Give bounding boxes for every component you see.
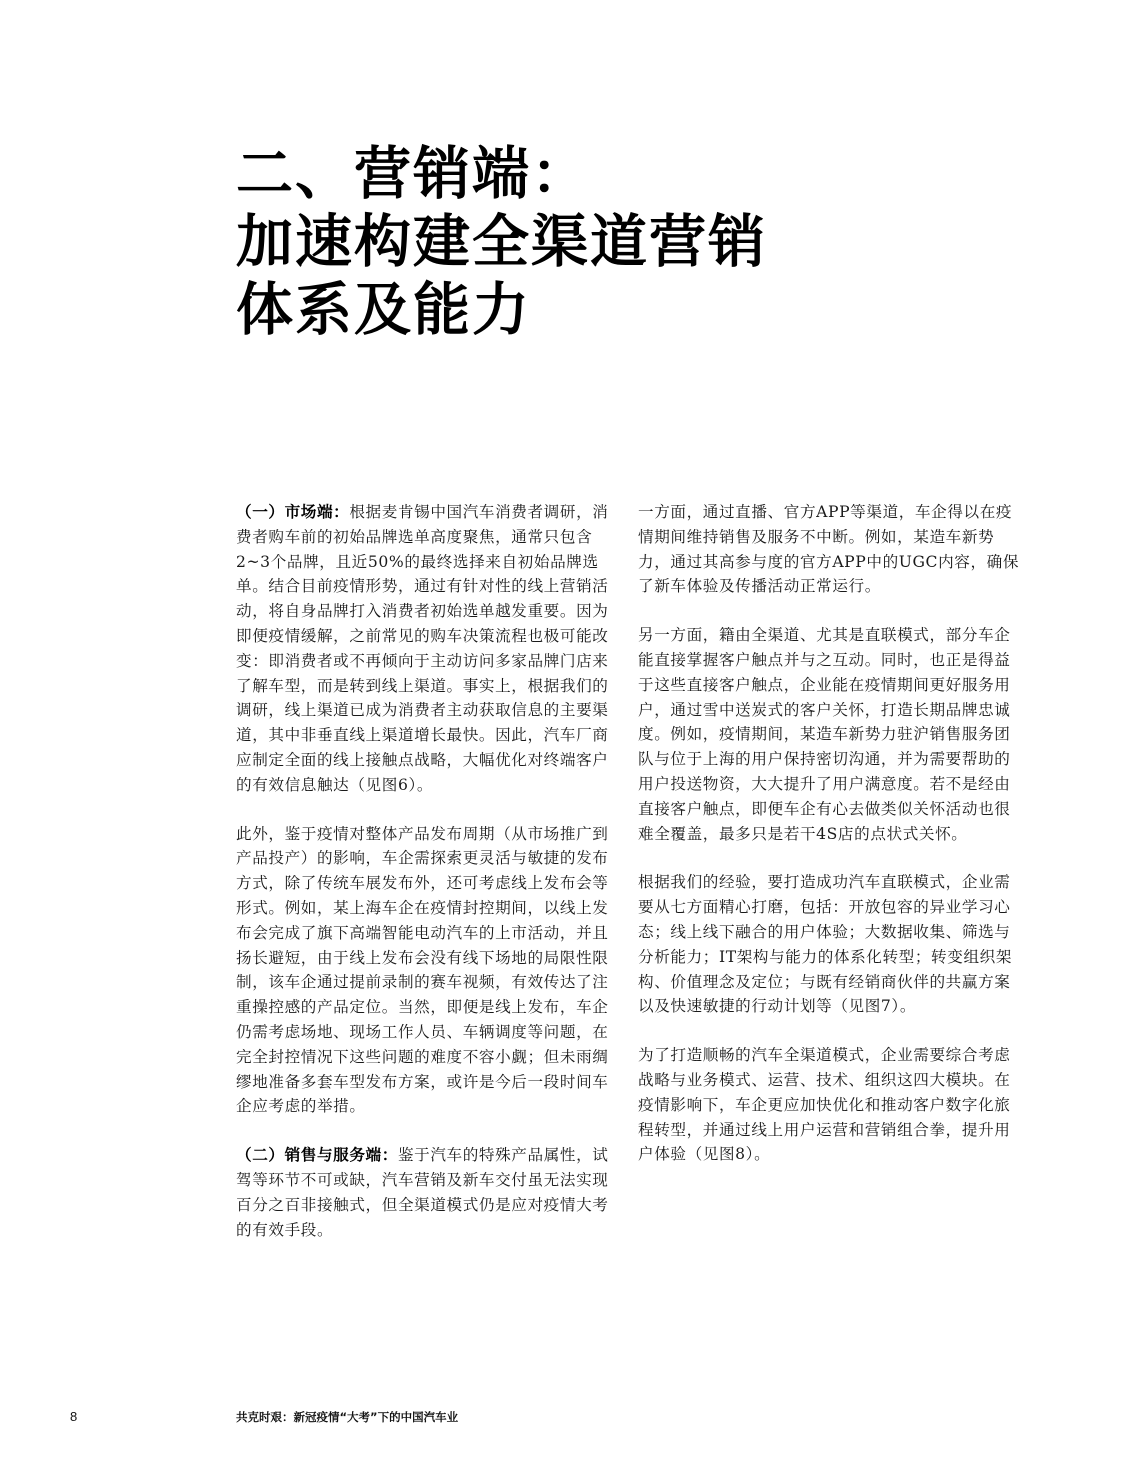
left-text-column — [236, 500, 621, 1266]
title-line-3: 体系及能力 — [236, 276, 531, 343]
paragraph-direct-model — [638, 623, 1023, 846]
paragraph-livestream — [638, 500, 1023, 599]
section-lead-market: （一）市场端： — [236, 503, 350, 521]
paragraph-text: 为了打造顺畅的汽车全渠道模式，企业需要综合考虑战略与业务模式、运营、技术、组织这四大模块。在疫情影响下，车企更应加快优化和推动客户数字化旅程转型，并通过线上用户运营和营销组合拳，提升用户体验（见图8）。 — [638, 1046, 1011, 1164]
paragraph-text: 根据麦肯锡中国汽车消费者调研，消费者购车前的初始品牌选单高度聚焦，通常只包含2~3个品牌，且近50%的最终选择来自初始品牌选单。结合目前疫情形势，通过有针对性的线上营销活动，将自身品牌打入消费者初始选单越发重要。因为即便疫情缓解，之前常见的购车决策流程也极可能改变：即消费者或不再倾向于主动访问多家品牌门店来了解车型，而是转到线上渠道。事实上，根据我们的调研，线上渠道已成为消费者主动获取信息的主要渠道，其中非垂直线上渠道增长最快。因此，汽车厂商应制定全面的线上接触点战略，大幅优化对终端客户的有效信息触达（见图6）。 — [236, 503, 609, 794]
paragraph-sales-service — [236, 1143, 621, 1242]
paragraph-omnichannel — [638, 1043, 1023, 1167]
section-lead-sales-service: （二）销售与服务端： — [236, 1146, 398, 1165]
paragraph-launch — [236, 822, 621, 1120]
paragraph-text: 另一方面，籍由全渠道、尤其是直联模式，部分车企能直接掌握客户触点并与之互动。同时，也正是得益于这些直接客户触点，企业能在疫情期间更好服务用户，通过雪中送炭式的客户关怀，打造长期品牌忠诚度。例如，疫情期间，某造车新势力驻沪销售服务团队与位于上海的用户保持密切沟通，并为需要帮助的用户投送物资，大大提升了用户满意度。若不是经由直接客户触点，即便车企有心去做类似关怀活动也很难全覆盖，最多只是若干4S店的点状式关怀。 — [638, 626, 1011, 843]
page-title — [236, 140, 956, 344]
paragraph-text: 此外，鉴于疫情对整体产品发布周期（从市场推广到产品投产）的影响，车企需探索更灵活与敏捷的发布方式，除了传统车展发布外，还可考虑线上发布会等形式。例如，某上海车企在疫情封控期间，以线上发布会完成了旗下高端智能电动汽车的上市活动，并且扬长避短，由于线上发布会没有线下场地的局限性限制，该车企通过提前录制的赛车视频，有效传达了注重操控感的产品定位。当然，即便是线上发布，车企仍需考虑场地、现场工作人员、车辆调度等问题，在完全封控情况下这些问题的难度不容小觑；但未雨绸缪地准备多套车型发布方案，或许是今后一段时间车企应考虑的举措。 — [236, 824, 609, 1116]
title-line-2: 加速构建全渠道营销 — [236, 208, 767, 275]
paragraph-market — [236, 500, 621, 798]
title-line-1: 二、营销端： — [236, 140, 590, 207]
paragraph-text: 一方面，通过直播、官方APP等渠道，车企得以在疫情期间维持销售及服务不中断。例如，某造车新势力，通过其高参与度的官方APP中的UGC内容，确保了新车体验及传播活动正常运行。 — [638, 503, 1020, 596]
paragraph-seven-aspects — [638, 870, 1023, 1019]
right-text-column — [638, 500, 1023, 1191]
paragraph-text: 鉴于汽车的特殊产品属性，试驾等环节不可或缺，汽车营销及新车交付虽无法实现百分之百非接触式，但全渠道模式仍是应对疫情大考的有效手段。 — [236, 1146, 609, 1239]
paragraph-text: 根据我们的经验，要打造成功汽车直联模式，企业需要从七方面精心打磨，包括：开放包容的异业学习心态；线上线下融合的用户体验；大数据收集、筛选与分析能力；IT架构与能力的体系化转型；转变组织架构、价值理念及定位；与既有经销商伙伴的共赢方案以及快速敏捷的行动计划等（见图7）。 — [638, 873, 1013, 1016]
page-number: 8 — [70, 1409, 78, 1424]
publication-title: 共克时艰：新冠疫情“大考”下的中国汽车业 — [236, 1410, 459, 1424]
